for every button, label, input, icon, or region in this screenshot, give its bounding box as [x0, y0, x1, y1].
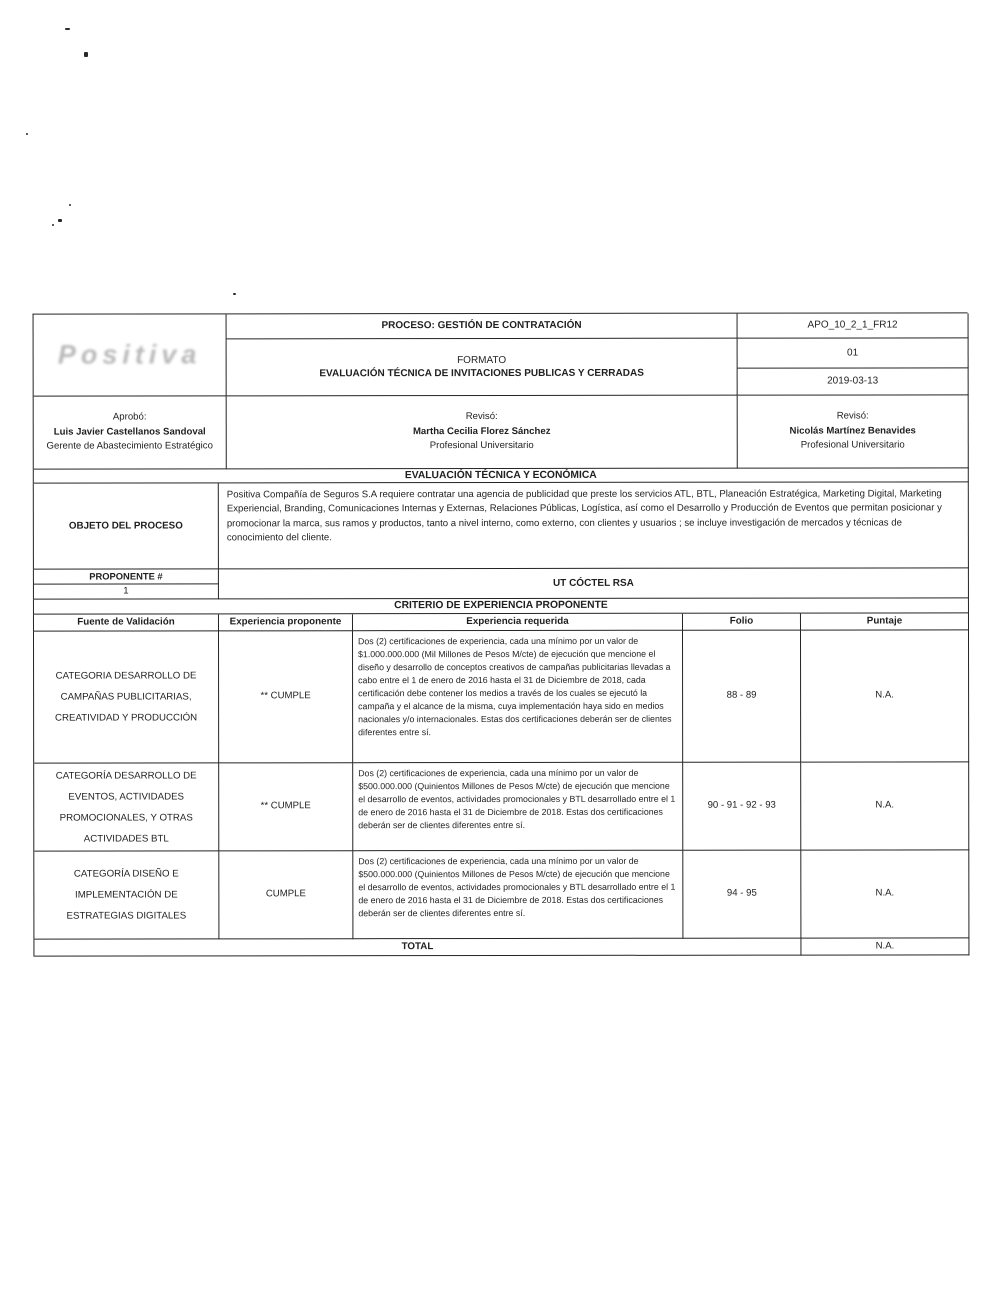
total-label: TOTAL	[34, 939, 801, 957]
row-score: N.A.	[801, 630, 969, 762]
row-compliance: ** CUMPLE	[219, 763, 353, 851]
approved-label: Aprobó:	[112, 411, 147, 423]
scan-noise	[65, 28, 70, 30]
proponent-number: 1	[34, 584, 219, 599]
object-row	[33, 482, 968, 569]
reviewed1-role: Profesional Universitario	[429, 440, 534, 452]
approved-by-cell	[34, 396, 227, 469]
table-row	[33, 630, 968, 763]
criteria-banner	[33, 598, 968, 614]
section-title: EVALUACIÓN TÉCNICA Y ECONÓMICA	[34, 468, 969, 483]
reviewed1-label: Revisó:	[465, 411, 498, 423]
row-score: N.A.	[801, 762, 969, 850]
form-header-table	[33, 312, 968, 469]
row-category: CATEGORIA DESARROLLO DE CAMPAÑAS PUBLICITARIAS, CREATIVIDAD Y PRODUCCIÓN	[34, 631, 219, 763]
proponent-name: UT CÓCTEL RSA	[219, 568, 969, 599]
form-version: 01	[738, 338, 969, 368]
scan-noise	[58, 219, 62, 222]
row-category: CATEGORÍA DESARROLLO DE EVENTOS, ACTIVIDADES PROMOCIONALES, Y OTRAS ACTIVIDADES BTL	[34, 763, 219, 851]
row-requirement: Dos (2) certificaciones de experiencia, cada una mínimo por un valor de $1.000.000.000 (Mil Millones de Pesos M/cte) de ejecución que mencione el diseño y desarrollo de conceptos creativos de campañas publicitarias llevadas a cabo entre el 1 de enero de 2016 hasta el 31 de Diciembre de 2018, cada certificación debe contener los medios a través de los cuales se ejecutó la campaña y el alcance de la misma, cuya implementación haya sido en medios nacionales y/o internacionales. Estas dos certificaciones deberán ser de clientes diferentes entre sí.	[353, 631, 683, 763]
reviewed1-name: Martha Cecilia Florez Sánchez	[412, 425, 551, 437]
form-date: 2019-03-13	[738, 368, 969, 395]
row-category: CATEGORÍA DISEÑO E IMPLEMENTACIÓN DE ESTRATEGIAS DIGITALES	[34, 851, 219, 939]
row-requirement: Dos (2) certificaciones de experiencia, cada una mínimo por un valor de $500.000.000 (Quinientos Millones de Pesos M/cte) de ejecución que mencione el desarrollo de eventos, actividades promocionales y BTL desarrollado entre el 1 de enero de 2016 hasta el 31 de Diciembre de 2018. Estas dos certificaciones deberán ser de clientes diferentes entre sí.	[353, 851, 683, 939]
scan-noise	[26, 133, 28, 135]
table-row	[33, 762, 968, 851]
row-requirement: Dos (2) certificaciones de experiencia, cada una mínimo por un valor de $500.000.000 (Quinientos Millones de Pesos M/cte) de ejecución que mencione el desarrollo de eventos, actividades promocionales y BTL desarrollado entre el 1 de enero de 2016 hasta el 31 de Diciembre de 2018. Estas dos certificaciones deberán ser de clientes diferentes entre sí.	[353, 763, 683, 851]
scan-noise	[84, 52, 88, 57]
row-folio: 94 - 95	[683, 851, 801, 939]
positiva-logo: Positiva	[57, 339, 202, 370]
col-header-compliance: Experiencia proponente	[219, 614, 353, 631]
total-score: N.A.	[801, 938, 969, 955]
approved-role: Gerente de Abastecimiento Estratégico	[46, 440, 213, 452]
scan-noise	[69, 204, 71, 206]
scan-noise	[233, 293, 236, 295]
format-cell	[227, 339, 738, 397]
col-header-score: Puntaje	[801, 613, 969, 630]
proponent-block	[33, 568, 968, 599]
approved-name: Luis Javier Castellanos Sandoval	[53, 426, 206, 438]
reviewed2-role: Profesional Universitario	[800, 439, 905, 451]
process-title: PROCESO: GESTIÓN DE CONTRATACIÓN	[227, 314, 738, 340]
logo-cell	[34, 314, 227, 396]
criteria-title: CRITERIO DE EXPERIENCIA PROPONENTE	[34, 598, 969, 614]
reviewed2-label: Revisó:	[836, 410, 869, 422]
table-row	[33, 850, 968, 939]
row-folio: 90 - 91 - 92 - 93	[683, 763, 801, 851]
row-score: N.A.	[801, 850, 969, 938]
proponent-label: PROPONENTE #	[34, 569, 219, 584]
section-banner	[33, 468, 968, 483]
object-label: OBJETO DEL PROCESO	[34, 483, 219, 569]
form-code: APO_10_2_1_FR12	[738, 313, 969, 338]
reviewed-by-cell-1	[227, 396, 738, 470]
reviewed-by-cell-2	[738, 395, 969, 468]
col-header-folio: Folio	[683, 614, 801, 631]
col-header-source: Fuente de Validación	[34, 614, 219, 631]
format-title: EVALUACIÓN TÉCNICA DE INVITACIONES PUBLICAS Y CERRADAS	[319, 367, 644, 380]
object-text: Positiva Compañía de Seguros S.A requiere contratar una agencia de publicidad que preste los servicios ATL, BTL, Planeación Estratégica, Marketing Digital, Marketing Experiencial, Branding, Comunicaciones Internas y Externas, Relaciones Públicas, Logística, así como el Desarrollo y Producción de Eventos que permitan posicionar y promocionar la marca, sus ramos y productos, tanto a nivel interno, como externo, con clientes y usuarios ; se incluye investigación de mercados y técnicas de conocimiento del cliente.	[219, 482, 969, 569]
row-compliance: CUMPLE	[219, 851, 353, 939]
row-compliance: ** CUMPLE	[219, 631, 353, 763]
evaluation-form	[33, 312, 969, 956]
col-header-requirement: Experiencia requerida	[353, 614, 683, 631]
criteria-header-row	[33, 613, 968, 631]
format-label: FORMATO	[457, 354, 507, 366]
scan-noise	[52, 224, 54, 226]
total-row	[33, 938, 968, 956]
reviewed2-name: Nicolás Martínez Benavides	[789, 425, 916, 437]
row-folio: 88 - 89	[683, 631, 801, 763]
